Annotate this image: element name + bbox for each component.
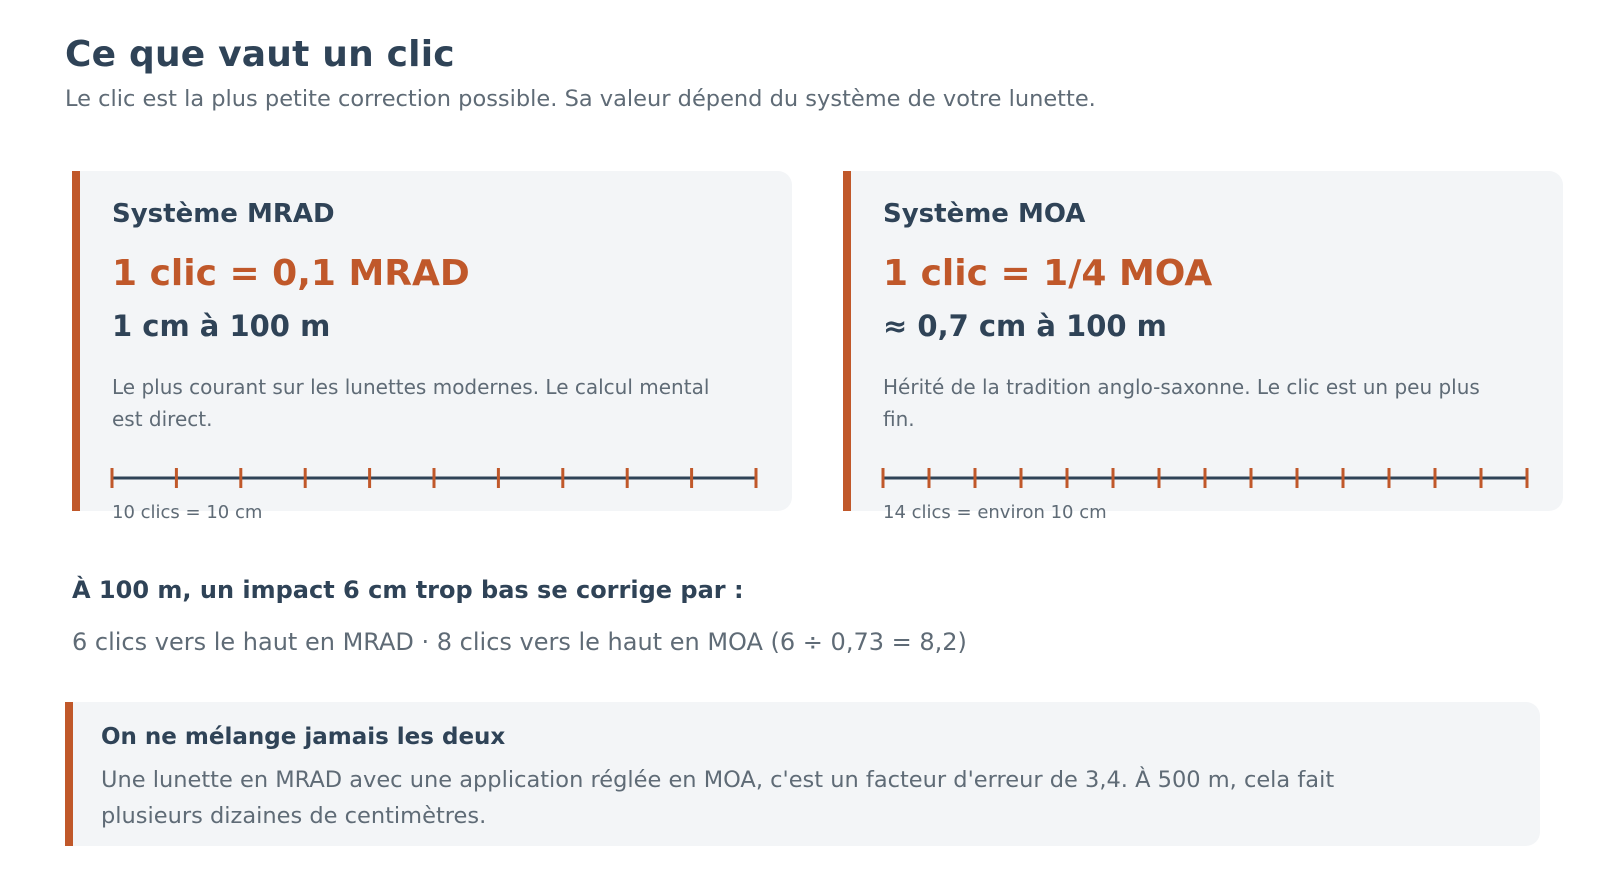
mrad-description: Le plus courant sur les lunettes modernes. Le calcul mental est direct.	[112, 375, 710, 431]
mrad-card-title: Système MRAD	[112, 199, 335, 229]
moa-click-value: 1 clic = 1/4 MOA	[883, 253, 1213, 294]
card-accent-bar	[72, 171, 80, 511]
example-text: 6 clics vers le haut en MRAD · 8 clics vers le haut en MOA (6 ÷ 0,73 = 8,2)	[72, 628, 967, 656]
note-title: On ne mélange jamais les deux	[101, 724, 506, 750]
card-accent-bar	[843, 171, 851, 511]
page-subtitle: Le clic est la plus petite correction possible. Sa valeur dépend du système de votre lunette.	[65, 86, 1096, 112]
mrad-equivalence: 1 cm à 100 m	[112, 309, 331, 343]
mrad-card	[72, 171, 792, 523]
moa-equivalence: ≈ 0,7 cm à 100 m	[883, 309, 1167, 343]
moa-click-scale	[881, 463, 1531, 493]
note-text: Une lunette en MRAD avec une application réglée en MOA, c'est un facteur d'erreur de 3,4. À 500 m, cela fait plusieurs dizaines de centimètres.	[101, 767, 1335, 829]
mrad-click-value: 1 clic = 0,1 MRAD	[112, 253, 470, 294]
moa-card-title: Système MOA	[883, 199, 1086, 229]
page-title: Ce que vaut un clic	[65, 34, 455, 75]
warning-note	[65, 702, 1540, 846]
moa-card	[843, 171, 1563, 523]
moa-description: Hérité de la tradition anglo-saxonne. Le clic est un peu plus fin.	[883, 375, 1480, 431]
example-title: À 100 m, un impact 6 cm trop bas se corrige par :	[72, 576, 744, 604]
moa-scale-caption: 14 clics = environ 10 cm	[883, 502, 1107, 523]
mrad-click-scale	[110, 463, 760, 493]
note-accent-bar	[65, 702, 73, 846]
mrad-scale-caption: 10 clics = 10 cm	[112, 502, 263, 523]
